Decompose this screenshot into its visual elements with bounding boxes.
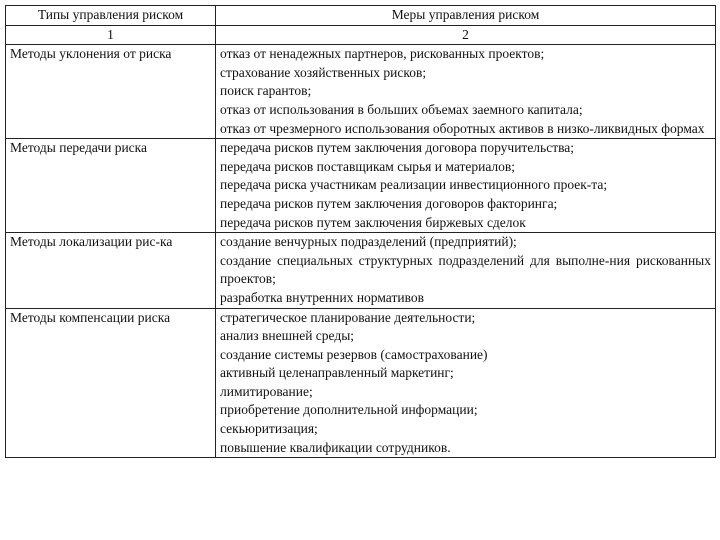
measure-item: стратегическое планирование деятельности; (220, 309, 476, 325)
risk-type-avoidance: Методы уклонения от риска (6, 45, 216, 139)
column-number-row (6, 25, 716, 45)
measure-item: создание специальных структурных подразделений для выполне-ния рискованных проектов; (220, 252, 711, 287)
measure-item: лимитирование; (220, 383, 313, 399)
measure-item: передача рисков поставщикам сырья и материалов; (220, 158, 516, 174)
column-number-1: 1 (6, 25, 216, 45)
measure-item: приобретение дополнительной информации; (220, 402, 478, 418)
measure-item: передача рисков путем заключения биржевых сделок (220, 214, 526, 230)
measure-item: активный целенаправленный маркетинг; (220, 365, 454, 381)
table-row (6, 45, 716, 139)
measure-item: страхование хозяйственных рисков; (220, 64, 427, 80)
measure-item: передача рисков путем заключения договора поручительства; (220, 140, 575, 156)
measure-item: отказ от использования в больших объемах заемного капитала; (220, 101, 583, 117)
risk-management-table (5, 5, 716, 458)
risk-type-compensation: Методы компенсации риска (6, 308, 216, 458)
measure-item: передача риска участникам реализации инвестиционного проек-та; (220, 177, 608, 193)
measure-item: разработка внутренних нормативов (220, 289, 424, 305)
measures-transfer (216, 139, 716, 233)
header-types: Типы управления риском (6, 6, 216, 26)
measure-item: отказ от чрезмерного использования оборотных активов в низко-ликвидных формах (220, 120, 705, 136)
measure-item: повышение квалификации сотрудников. (220, 439, 451, 455)
risk-type-transfer: Методы передачи риска (6, 139, 216, 233)
measure-item: отказ от ненадежных партнеров, рискованных проектов; (220, 46, 545, 62)
header-measures: Меры управления риском (216, 6, 716, 26)
header-row (6, 6, 716, 26)
measure-item: анализ внешней среды; (220, 328, 355, 344)
column-number-2: 2 (216, 25, 716, 45)
measure-item: поиск гарантов; (220, 83, 312, 99)
measure-item: создание системы резервов (самострахование) (220, 346, 488, 362)
table-row (6, 233, 716, 308)
measures-compensation (216, 308, 716, 458)
measure-item: секьюритизация; (220, 421, 318, 437)
risk-type-localization: Методы локализации рис-ка (6, 233, 216, 308)
measure-item: передача рисков путем заключения договоров факторинга; (220, 195, 558, 211)
measures-localization (216, 233, 716, 308)
measure-item: создание венчурных подразделений (предприятий); (220, 234, 517, 250)
table-row (6, 308, 716, 458)
table-row (6, 139, 716, 233)
measures-avoidance (216, 45, 716, 139)
